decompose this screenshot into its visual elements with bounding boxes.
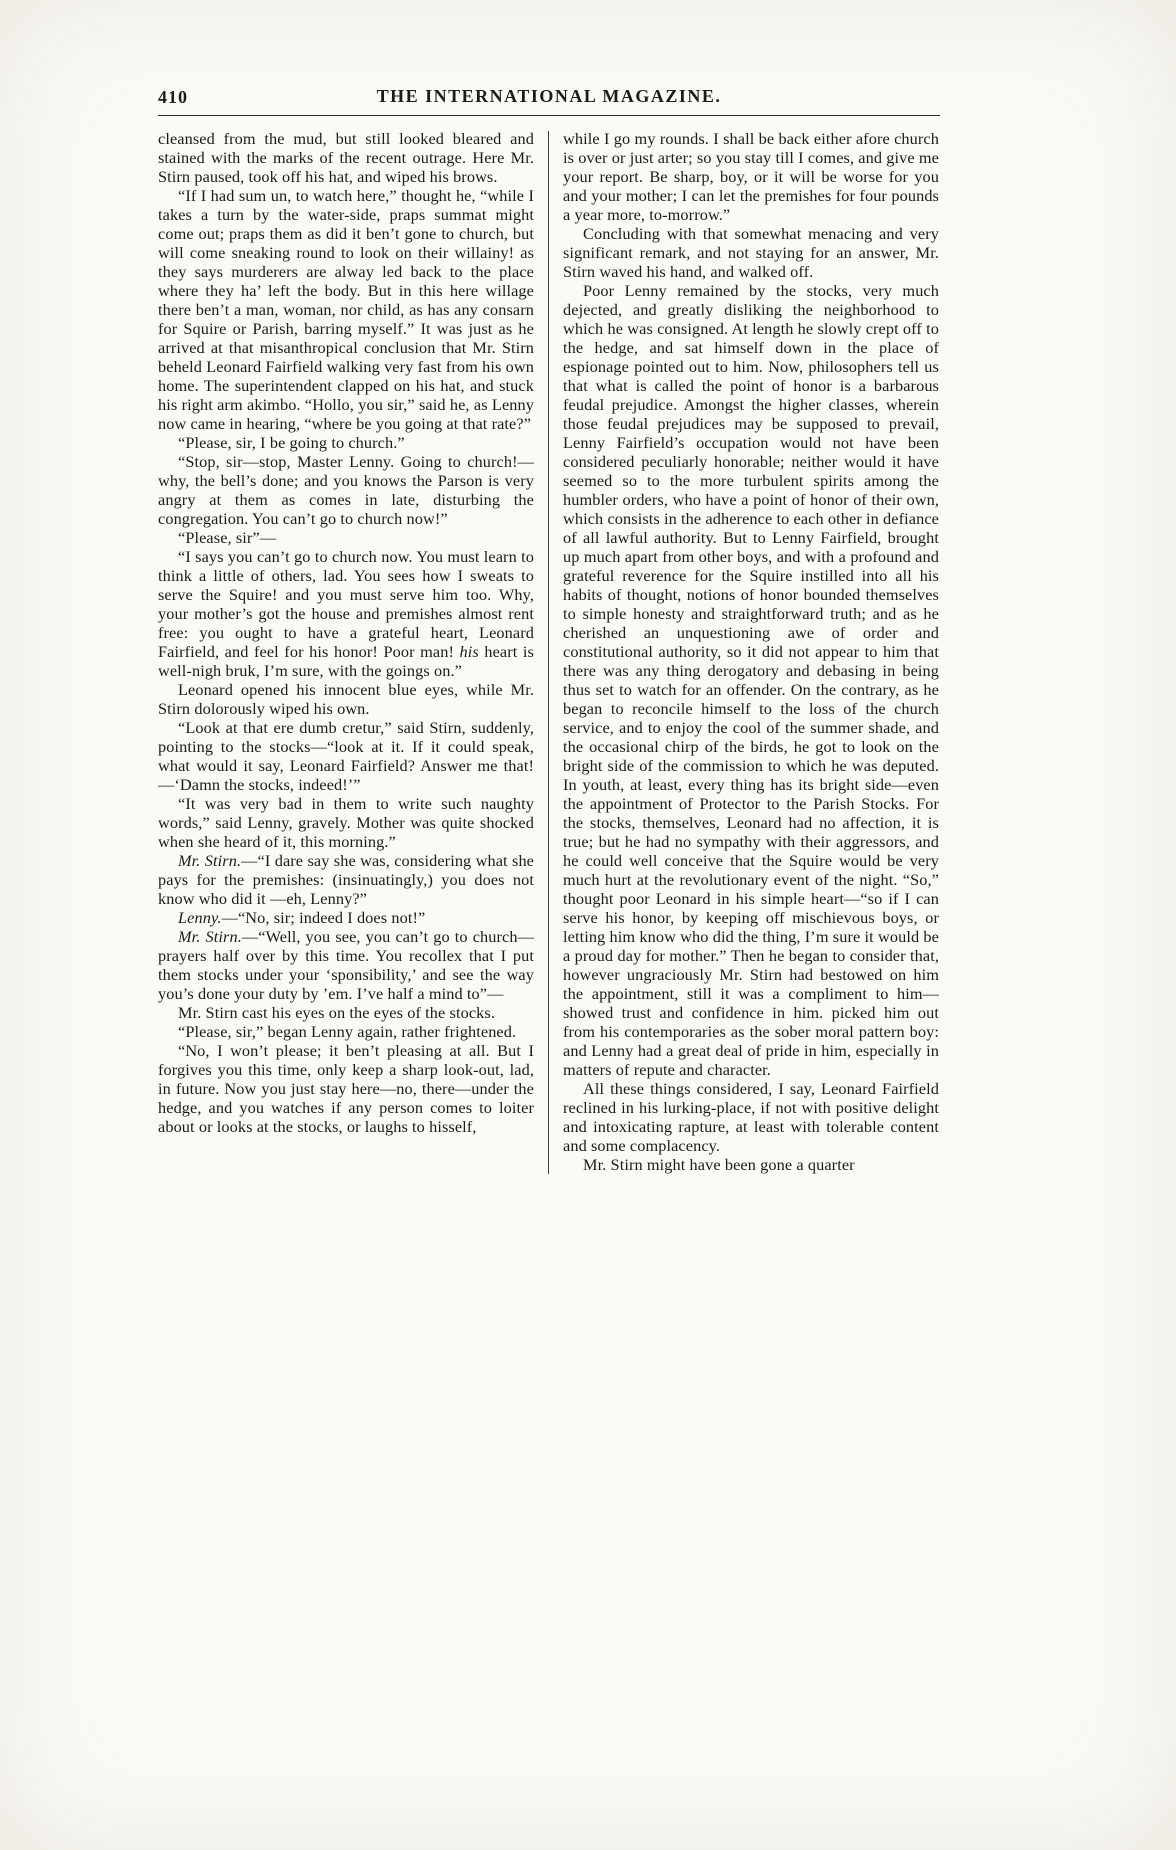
paragraph [563, 129, 939, 224]
paragraph [563, 224, 939, 281]
text-segment: —“I dare say she was, considering what she pays for the premishes: (insinuatingly,) you does not know who did it —eh, Lenny?” [158, 851, 535, 908]
paragraph [158, 718, 534, 794]
text-segment: “Please, sir,” began Lenny again, rather frightened. [178, 1022, 517, 1041]
paragraph [158, 452, 534, 528]
text-segment: Concluding with that somewhat menacing and very significant remark, and not staying for an answer, Mr. Stirn waved his hand, and walked off. [563, 224, 939, 281]
paragraph [158, 680, 534, 718]
paragraph [158, 1022, 534, 1041]
text-segment: “Look at that ere dumb cretur,” said Stirn, suddenly, pointing to the stocks—“look at it. If it could speak, what would it say, Leonard Fairfield? Answer me that!—‘Damn the stocks, indeed!’” [158, 718, 534, 794]
paragraph [158, 186, 534, 433]
text-segment: cleansed from the mud, but still looked bleared and stained with the marks of the recent outrage. Here Mr. Stirn paused, took off his hat, and wiped his brows. [158, 129, 534, 186]
paragraph [158, 528, 534, 547]
column-divider [548, 131, 549, 1174]
paragraph [158, 927, 534, 1003]
text-segment: Mr. Stirn might have been gone a quarter [583, 1155, 855, 1174]
text-segment: “Please, sir”— [178, 528, 277, 547]
text-segment: All these things considered, I say, Leonard Fairfield reclined in his lurking-place, if not with positive delight and intoxicating rapture, at least with tolerable content and some complacency. [563, 1079, 939, 1155]
paragraph [158, 547, 534, 680]
text-segment: Poor Lenny remained by the stocks, very much dejected, and greatly disliking the neighborhood to which he was consigned. At length he slowly crept off to the hedge, and sat himself down in the place of espionage pointed out to him. Now, philosophers tell us that what is called the point of honor is a barbarous feudal prejudice. Amongst the higher classes, wherein those feudal prejudices may be supposed to prevail, Lenny Fairfield’s occupation would not have been considered peculiarly honorable; neither would it have seemed so to the more turbulent spirits among the humbler orders, who have a point of honor of their own, which consists in the adherence to each other in defiance of all lawful authority. But to Lenny Fairfield, brought up much apart from other boys, and with a profound and grateful reverence for the Squire instilled into all his habits of thought, notions of honor bounded themselves to simple honesty and straightforward truth; and as he cherished an unquestioning awe of order and constitutional authority, so it did not appear to him that there was any thing derogatory and debasing in being thus set to watch for an offender. On the contrary, as he began to reconcile himself to the loss of the church service, and to enjoy the cool of the summer shade, and the occasional chirp of the birds, he got to look on the bright side of the commission to which he was deputed. In youth, at least, every thing has its bright side—even the appointment of Protector to the Parish Stocks. For the stocks, themselves, Leonard had no affection, it is true; but he had no sympathy with their aggressors, and he could well conceive that the Squire would be very much hurt at the revolutionary event of the night. “So,” thought poor Leonard in his simple heart—“so if I can serve his honor, by keeping off mischievous boys, or letting him know who did the thing, I’m sure it would be a proud day for mother.” Then he began to consider that, however ungraciously Mr. Stirn had bestowed on him the appointment, still it was a compliment to him—showed trust and confidence in him. picked him out from his contemporaries as the sober moral pattern boy: and Lenny had a great deal of pride in him, especially in matters of repute and character. [563, 281, 939, 1079]
header-rule [158, 115, 940, 116]
text-segment: Lenny. [178, 908, 222, 927]
text-segment: “It was very bad in them to write such naughty words,” said Lenny, gravely. Mother was quite shocked when she heard of it, this morning.” [158, 794, 534, 851]
text-segment: Leonard opened his innocent blue eyes, while Mr. Stirn dolorously wiped his own. [158, 680, 534, 718]
text-segment: his [459, 642, 479, 661]
text-segment: “Stop, sir—stop, Master Lenny. Going to church!—why, the bell’s done; and you knows the Parson is very angry at them as comes in late, disturbing the congregation. You can’t go to church now!” [158, 452, 534, 528]
left-column [158, 129, 534, 1174]
text-segment: heart is well-nigh bruk, I’m sure, with the goings on.” [158, 642, 534, 680]
text-segment: Mr. Stirn. [178, 851, 242, 870]
paragraph [563, 1155, 939, 1174]
right-column [563, 129, 939, 1174]
page-title: THE INTERNATIONAL MAGAZINE. [376, 86, 722, 106]
text-segment: “If I had sum un, to watch here,” thought he, “while I takes a turn by the water-side, praps summat might come out; praps them as did it ben’t gone to church, but will come sneaking round to look on their willainy! as they says murderers are alway led back to the place where they ha’ left the body. But in this here willage there ben’t a man, woman, nor child, as has any consarn for Squire or Parish, barring myself.” It was just as he arrived at that misanthropical conclusion that Mr. Stirn beheld Leonard Fairfield walking very fast from his own home. The superintendent clapped on his hat, and stuck his right arm akimbo. “Hollo, you sir,” said he, as Lenny now came in hearing, “where be you going at that rate?” [158, 186, 534, 433]
text-segment: —“Well, you see, you can’t go to church—prayers half over by this time. You recollex that I put them stocks under your ‘sponsibility,’ and see the way you’s done your duty by ’em. I’ve half a mind to”— [158, 927, 534, 1003]
paragraph [158, 129, 534, 186]
paragraph [563, 1079, 939, 1155]
text-segment: while I go my rounds. I shall be back either afore church is over or just arter; so you stay till I comes, and give me your report. Be sharp, boy, or it will be worse for you and your mother; I can let the premishes for four pounds a year more, to-morrow.” [563, 129, 939, 224]
text-segment: —“No, sir; indeed I does not!” [221, 908, 426, 927]
paragraph [158, 433, 534, 452]
paragraph [158, 1041, 534, 1136]
paragraph [158, 794, 534, 851]
text-segment: Mr. Stirn cast his eyes on the eyes of the stocks. [178, 1003, 496, 1022]
paragraph [158, 908, 534, 927]
text-columns [158, 129, 940, 1174]
text-segment: “Please, sir, I be going to church.” [178, 433, 405, 452]
page-number: 410 [158, 87, 188, 107]
page-content [158, 86, 940, 1174]
text-segment: Mr. Stirn. [178, 927, 242, 946]
text-segment: “No, I won’t please; it ben’t pleasing at all. But I forgives you this time, only keep a sharp look-out, lad, in future. Now you just stay here—no, there—under the hedge, and you watches if any person comes to loiter about or looks at the stocks, or laughs to hisself, [158, 1041, 534, 1136]
paragraph [158, 1003, 534, 1022]
page-header [158, 86, 940, 110]
text-segment: “I says you can’t go to church now. You must learn to think a little of others, lad. You sees how I sweats to serve the Squire! and you must serve him too. Why, your mother’s got the house and premishes almost rent free: you ought to have a grateful heart, Leonard Fairfield, and feel for his honor! Poor man! [158, 547, 534, 661]
paragraph [158, 851, 534, 908]
paragraph [563, 281, 939, 1079]
